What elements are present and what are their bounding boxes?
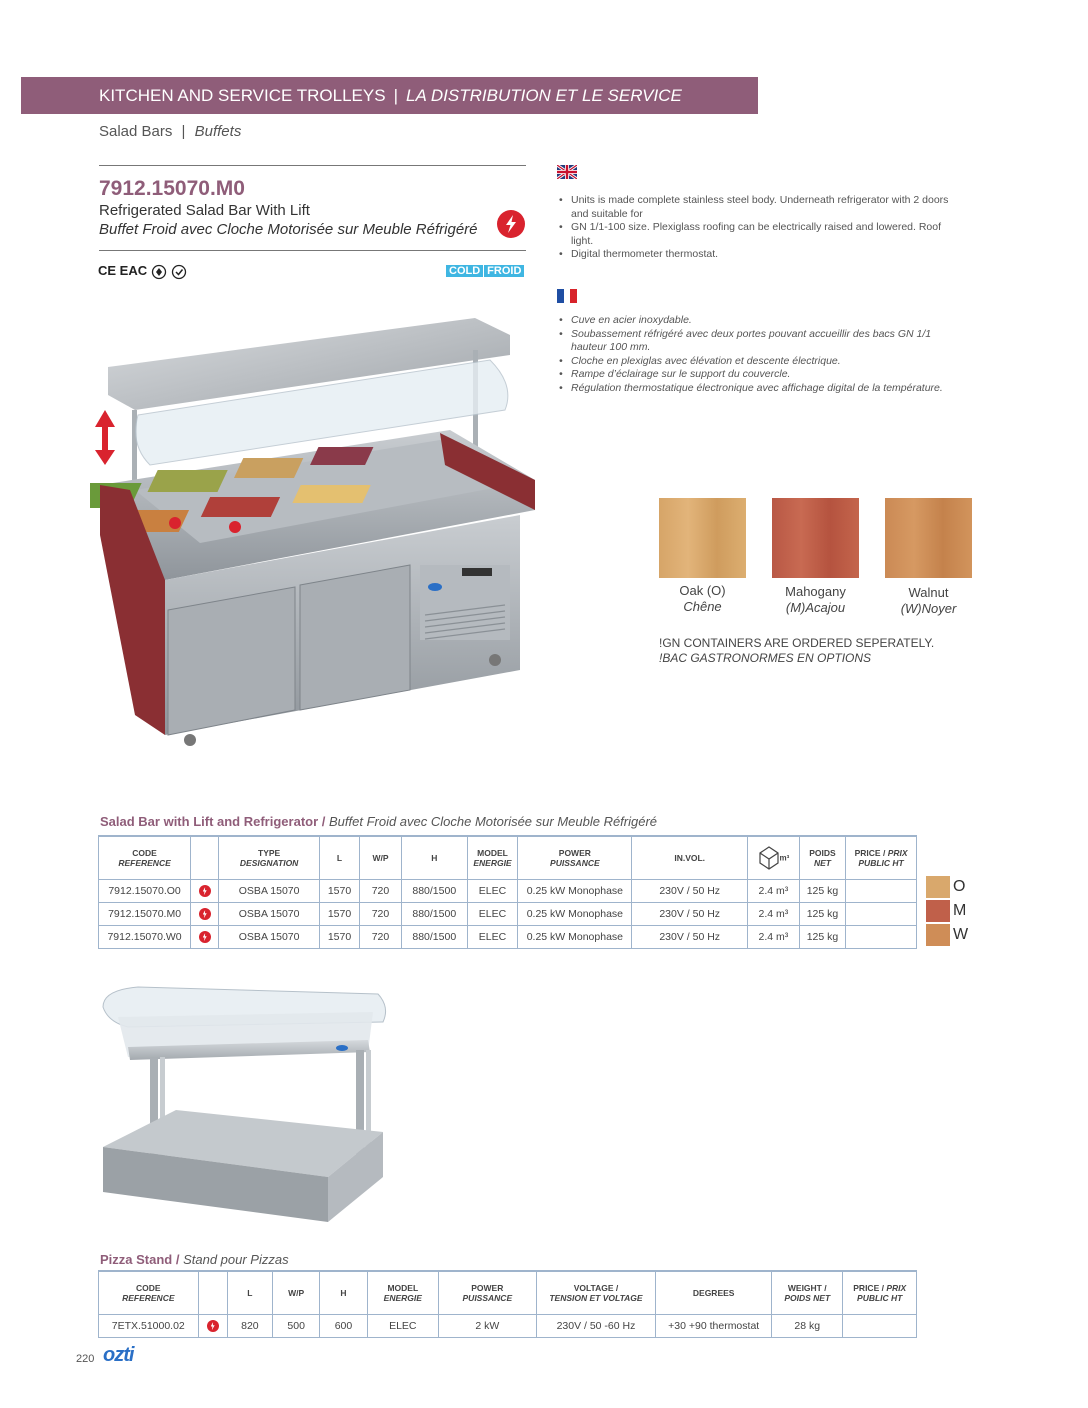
- col-degrees: DEGREES: [656, 1271, 772, 1315]
- finish-name: Walnut: [908, 585, 949, 600]
- finish-label-walnut: [881, 585, 976, 617]
- col-h: H: [401, 836, 467, 880]
- col-voltage: VOLTAGE / TENSION ET VOLTAGE: [536, 1271, 656, 1315]
- cell-weight: 125 kg: [799, 903, 845, 926]
- col-model: MODEL ENERGIE: [367, 1271, 438, 1315]
- cell-weight: 125 kg: [799, 880, 845, 903]
- spec-table-pizza-stand: [98, 1270, 917, 1338]
- brand-logo: ozti: [103, 1344, 134, 1366]
- cert-icons: [151, 264, 191, 280]
- cell-price: [843, 1315, 917, 1338]
- cell-volume: 2.4 m³: [747, 903, 799, 926]
- col-involt: IN.VOL.: [632, 836, 748, 880]
- cell-code: 7912.15070.O0: [99, 880, 191, 903]
- cell-type: OSBA 15070: [219, 880, 320, 903]
- cell-type: OSBA 15070: [219, 926, 320, 949]
- col-price: PRICE / PRIX PUBLIC HT: [843, 1271, 917, 1315]
- cell-power: 0.25 kW Monophase: [518, 926, 632, 949]
- cell-h: 880/1500: [401, 903, 467, 926]
- cell-volume: 2.4 m³: [747, 926, 799, 949]
- legend-letter: W: [953, 926, 969, 943]
- legend-swatch-mahogany: [926, 900, 950, 922]
- divider: [99, 250, 526, 251]
- cell-price: [846, 880, 917, 903]
- finish-name-fr: Chêne: [683, 599, 722, 614]
- electric-icon: [199, 885, 211, 897]
- swatch-oak: [659, 498, 746, 578]
- col-volume: m³: [747, 836, 799, 880]
- col-energy-icon: [191, 836, 219, 880]
- electric-icon: [199, 931, 211, 943]
- cell-l: 1570: [319, 903, 359, 926]
- subcategory-en: Salad Bars: [99, 123, 173, 140]
- subcategory: [99, 123, 241, 140]
- legend-swatch-walnut: [926, 924, 950, 946]
- swatch-walnut: [885, 498, 972, 578]
- cell-wp: 500: [273, 1315, 320, 1338]
- list-item: • Régulation thermostatique électronique avec affichage digital de la température.: [557, 382, 952, 396]
- finish-name-fr: (M)Acajou: [785, 600, 846, 615]
- table-row: [99, 1315, 917, 1338]
- banner-title-en: KITCHEN AND SERVICE TROLLEYS: [99, 86, 386, 105]
- cell-voltage: 230V / 50 Hz: [632, 903, 748, 926]
- cell-l: 1570: [319, 926, 359, 949]
- divider: [99, 165, 526, 166]
- list-item: • Units is made complete stainless steel body. Underneath refrigerator with 2 doors and suitable for: [557, 194, 952, 221]
- title-separator: /: [172, 1252, 184, 1267]
- finish-label-oak: [655, 583, 750, 615]
- electric-icon: [199, 908, 211, 920]
- col-wp: W/P: [273, 1271, 320, 1315]
- swatch-mahogany: [772, 498, 859, 578]
- col-price: PRICE / PRIX PUBLIC HT: [846, 836, 917, 880]
- col-type: TYPE DESIGNATION: [219, 836, 320, 880]
- col-l: L: [227, 1271, 272, 1315]
- list-item: • Cloche en plexiglas avec élévation et descente électrique.: [557, 355, 952, 369]
- cell-code: 7912.15070.W0: [99, 926, 191, 949]
- col-model: MODEL ENERGIE: [467, 836, 518, 880]
- list-item: • Cuve en acier inoxydable.: [557, 314, 952, 328]
- table-row: [99, 880, 917, 903]
- subcategory-fr: Buffets: [194, 123, 242, 140]
- table1-title-en: Salad Bar with Lift and Refrigerator: [100, 814, 319, 829]
- features-en: [557, 194, 952, 262]
- cell-weight: 125 kg: [799, 926, 845, 949]
- volume-cube-icon: [758, 845, 780, 871]
- col-weight: WEIGHT / POIDS NET: [772, 1271, 843, 1315]
- cold-label: COLD: [446, 265, 483, 277]
- cold-badge: [445, 265, 524, 277]
- finish-name: Oak (O): [679, 583, 726, 598]
- col-power: POWER PUISSANCE: [518, 836, 632, 880]
- cell-h: 600: [320, 1315, 367, 1338]
- pizza-stand-image: [98, 982, 390, 1224]
- electric-icon: [207, 1320, 219, 1332]
- cell-model: ELEC: [467, 903, 518, 926]
- cell-power: 0.25 kW Monophase: [518, 880, 632, 903]
- finish-name-fr: (W)Noyer: [900, 601, 957, 616]
- cell-wp: 720: [360, 903, 402, 926]
- cell-wp: 720: [360, 880, 402, 903]
- cell-h: 880/1500: [401, 926, 467, 949]
- fr-flag-icon: [557, 289, 577, 303]
- table1-title: [100, 814, 657, 829]
- product-name-en: Refrigerated Salad Bar With Lift: [99, 202, 310, 219]
- col-l: L: [319, 836, 359, 880]
- note-en: !GN CONTAINERS ARE ORDERED SEPERATELY.: [659, 636, 935, 650]
- finish-name: Mahogany: [785, 584, 846, 599]
- cell-model: ELEC: [467, 880, 518, 903]
- col-h: H: [320, 1271, 367, 1315]
- page-number: 220: [76, 1353, 95, 1365]
- cell-code: 7912.15070.M0: [99, 903, 191, 926]
- note-fr: !BAC GASTRONORMES EN OPTIONS: [659, 651, 872, 665]
- cert-text: CE EAC: [98, 263, 148, 278]
- froid-label: FROID: [484, 265, 524, 277]
- cell-voltage: 230V / 50 Hz: [632, 880, 748, 903]
- table2-title: [100, 1252, 289, 1267]
- col-code: CODE REFERENCE: [99, 836, 191, 880]
- spec-table-salad-bar: [98, 835, 917, 949]
- certification-marks: [98, 263, 191, 280]
- banner-title-fr: LA DISTRIBUTION ET LE SERVICE: [406, 86, 682, 105]
- table-row: [99, 926, 917, 949]
- col-code: CODE REFERENCE: [99, 1271, 199, 1315]
- list-item: • Soubassement réfrigéré avec deux portes pouvant accueillir des bacs GN 1/1 hauteur 100 mm.: [557, 328, 952, 355]
- cell-wp: 720: [360, 926, 402, 949]
- cell-weight: 28 kg: [772, 1315, 843, 1338]
- col-power: POWER PUISSANCE: [439, 1271, 537, 1315]
- legend-letter: M: [953, 902, 967, 919]
- uk-flag-icon: [557, 165, 577, 179]
- col-wp: W/P: [360, 836, 402, 880]
- legend-letter: O: [953, 878, 966, 895]
- finish-label-mahogany: [768, 584, 863, 616]
- cell-price: [846, 926, 917, 949]
- cell-l: 820: [227, 1315, 272, 1338]
- cell-voltage: 230V / 50 Hz: [632, 926, 748, 949]
- electric-icon: [497, 210, 525, 238]
- title-separator: /: [318, 814, 329, 829]
- table1-title-fr: Buffet Froid avec Cloche Motorisée sur Meuble Réfrigéré: [329, 814, 658, 829]
- cell-energy: [191, 903, 219, 926]
- table-row: [99, 903, 917, 926]
- cell-l: 1570: [319, 880, 359, 903]
- salad-bar-image: [90, 315, 540, 750]
- cell-h: 880/1500: [401, 880, 467, 903]
- cell-voltage: 230V / 50 -60 Hz: [536, 1315, 656, 1338]
- col-weight: POIDS NET: [799, 836, 845, 880]
- cell-energy: [191, 880, 219, 903]
- cell-type: OSBA 15070: [219, 903, 320, 926]
- subcategory-separator: |: [181, 123, 186, 140]
- list-item: • GN 1/1-100 size. Plexiglass roofing can be electrically raised and lowered. Roof light.: [557, 221, 952, 248]
- cell-energy: [198, 1315, 227, 1338]
- product-code: 7912.15070.M0: [99, 177, 245, 200]
- cell-degrees: +30 +90 thermostat: [656, 1315, 772, 1338]
- table2-title-en: Pizza Stand: [100, 1252, 173, 1267]
- list-item: • Rampe d’éclairage sur le support du couvercle.: [557, 368, 952, 382]
- section-banner: [21, 77, 758, 114]
- table2-title-fr: Stand pour Pizzas: [183, 1252, 289, 1267]
- features-fr: [557, 314, 952, 395]
- cell-model: ELEC: [367, 1315, 438, 1338]
- cell-volume: 2.4 m³: [747, 880, 799, 903]
- cell-model: ELEC: [467, 926, 518, 949]
- cell-power: 2 kW: [439, 1315, 537, 1338]
- cell-code: 7ETX.51000.02: [99, 1315, 199, 1338]
- cell-price: [846, 903, 917, 926]
- cell-energy: [191, 926, 219, 949]
- col-energy-icon: [198, 1271, 227, 1315]
- cell-power: 0.25 kW Monophase: [518, 903, 632, 926]
- banner-separator: |: [393, 86, 398, 105]
- product-name-fr: Buffet Froid avec Cloche Motorisée sur Meuble Réfrigéré: [99, 221, 478, 238]
- legend-swatch-oak: [926, 876, 950, 898]
- list-item: • Digital thermometer thermostat.: [557, 248, 952, 262]
